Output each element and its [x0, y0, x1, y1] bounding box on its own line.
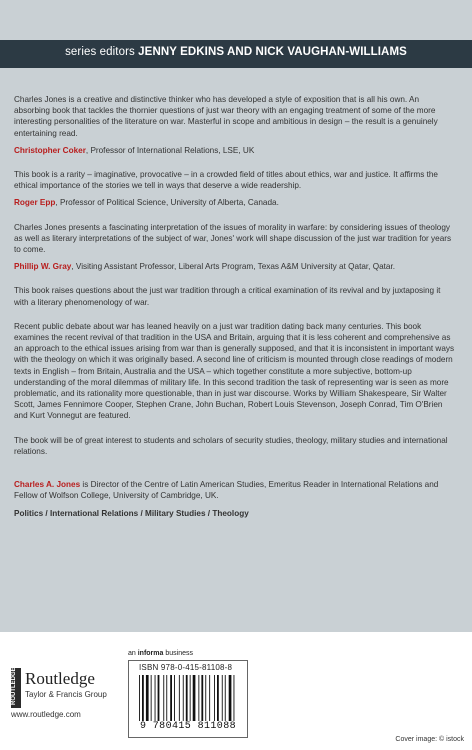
description-paragraph: Recent public debate about war has leaned heavily on a just war tradition dating back many centuries. This book examines the recent revival of that tradition in the USA and Britain, arguing that it is less coherent and comprehensive as an approach to the ethical issues arising from war than is generally supposed, and that it is inconsistent in important ways with the theology on which it was originally based. A second line of criticism is mounted through close readings of modern texts in English – from Britain, Australia and the USA – which together constitute a more subjective, bottom-up understanding of the moral dilemmas of military life. In this second tradition the task of representing war is seen as more problematic, and its rationality more questionable, than in just war discourse. Works by William Shakespeare, Sir Walter Scott, James Fennimore Cooper, Stephen Crane, John Buchan, Robert Louis Stevenson, Joseph Conrad, Tim O'Brien and Kurt Vonnegut are featured.: [14, 321, 455, 421]
barcode-bar: [151, 675, 152, 721]
barcode-bar: [186, 675, 188, 721]
barcode: [128, 660, 248, 738]
barcode-bar: [209, 675, 210, 721]
subject-categories: Politics / International Relations / Military Studies / Theology: [14, 509, 249, 519]
barcode-bar: [166, 675, 167, 721]
series-prefix: series editors: [65, 46, 135, 58]
cover-copy: [14, 94, 456, 520]
informa-prefix: an: [128, 650, 138, 657]
barcode-bar: [225, 675, 226, 721]
endorser-name: Roger Epp: [14, 198, 56, 208]
publisher-group: Taylor & Francis Group: [25, 690, 107, 699]
endorsement-quote: Charles Jones presents a fascinating interpretation of the issues of morality in warfare: by considering issues of theology as well as literary interpretations of the subject of war, Jones' work will shape discussion of the just war tradition for years to come.: [14, 222, 452, 255]
barcode-bar: [155, 675, 156, 721]
isbn-text: ISBN 978-0-415-81108-8: [139, 663, 233, 672]
barcode-bar: [139, 675, 140, 721]
barcode-bar: [163, 675, 164, 721]
barcode-bar: [174, 675, 175, 721]
barcode-bar: [214, 675, 215, 721]
description-paragraph: This book raises questions about the just war tradition through a critical examination of its revival and by juxtaposing it with a literary phenomenology of war.: [14, 286, 441, 307]
publisher-url[interactable]: www.routledge.com: [11, 710, 81, 719]
barcode-bar: [234, 675, 235, 721]
informa-brand: informa: [137, 650, 164, 657]
barcode-bars: [139, 675, 239, 721]
barcode-bar: [201, 675, 203, 721]
barcode-bar: [142, 675, 144, 721]
endorser-affiliation: , Professor of International Relations, LSE, UK: [85, 145, 255, 155]
publisher-name: Routledge: [25, 669, 95, 688]
barcode-bar: [205, 675, 206, 721]
endorsement-attribution: [14, 261, 456, 272]
publisher-area: [0, 632, 472, 750]
endorsement-quote: This book is a rarity – imaginative, provocative – in a crowded field of titles about ethics, war and justice. It affirms the ethical importance of the stories we tell in ways that deserve a wide readership.: [14, 170, 438, 191]
barcode-bar: [146, 675, 149, 721]
endorsement-quote: Charles Jones is a creative and distinctive thinker who has developed a style of exposition that is all his own. An absorbing book that tackles the thornier questions of just war theory with an engaging treatment of some of the more interesting personalities of the literature on war. Masterful in scope and ambitious in design – the result is a genuinely entertaining read.: [14, 95, 438, 138]
barcode-bar: [217, 675, 219, 721]
endorser-affiliation: , Professor of Political Science, University of Alberta, Canada.: [55, 198, 279, 208]
author-bio: [14, 479, 456, 501]
barcode-bar: [158, 675, 160, 721]
endorser-name: Phillip W. Gray: [14, 262, 72, 272]
informa-label: [128, 650, 193, 657]
barcode-bar: [198, 675, 199, 721]
endorser-affiliation: , Visiting Assistant Professor, Liberal Arts Program, Texas A&M University at Qatar, Qatar.: [71, 262, 396, 272]
endorser-name: Christopher Coker: [14, 145, 86, 155]
barcode-bar: [193, 675, 196, 721]
series-editors-names: JENNY EDKINS AND NICK VAUGHAN-WILLIAMS: [138, 46, 407, 58]
barcode-bar: [190, 675, 191, 721]
barcode-bar: [170, 675, 172, 721]
endorsement-attribution: [14, 145, 456, 156]
informa-suffix: business: [163, 650, 193, 657]
barcode-bar: [179, 675, 180, 721]
endorsement-attribution: [14, 197, 456, 208]
description-paragraph: The book will be of great interest to students and scholars of security studies, theology, military studies and international relations.: [14, 435, 448, 456]
series-editors: [0, 46, 472, 58]
author-name: Charles A. Jones: [14, 480, 81, 490]
cover-image-credit: Cover image: © istock: [395, 736, 464, 743]
barcode-bar: [229, 675, 232, 721]
barcode-bar: [222, 675, 223, 721]
author-bio-text: is Director of the Centre of Latin American Studies, Emeritus Reader in International Relations and Fellow of Wolfson College, University of Cambridge, UK.: [14, 480, 439, 501]
routledge-logo-mark-text: ROUTLEDGE: [11, 667, 17, 705]
barcode-digits: 9 780415 811088: [139, 721, 236, 732]
barcode-bar: [183, 675, 184, 721]
routledge-logo-mark: [11, 668, 21, 708]
